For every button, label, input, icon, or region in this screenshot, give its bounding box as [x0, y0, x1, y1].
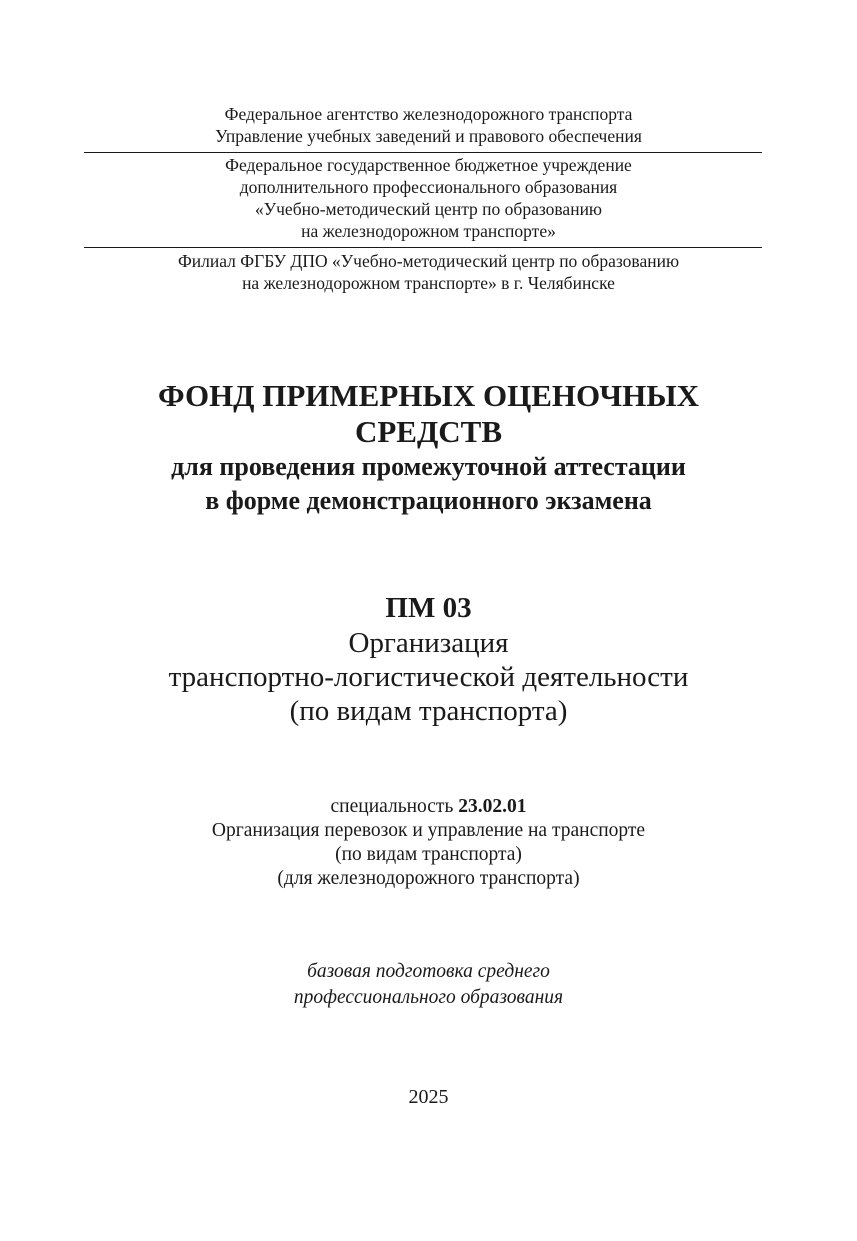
education-level [0, 959, 857, 1011]
branch-line: на железнодорожном транспорте» в г. Челябинске [242, 273, 615, 293]
specialty-label: специальность [330, 796, 459, 817]
agency-line: Управление учебных заведений и правового обеспечения [215, 126, 642, 146]
module-name-line: (по видам транспорта) [289, 695, 568, 727]
level-line: профессионального образования [293, 987, 564, 1008]
institution-line: на железнодорожном транспорте» [301, 221, 556, 241]
specialty-line: (для железнодорожного транспорта) [277, 868, 580, 889]
branch-line: Филиал ФГБУ ДПО «Учебно-методический центр по образованию [177, 251, 680, 271]
document-title [0, 378, 857, 518]
institution-line: Федеральное государственное бюджетное учреждение [225, 155, 632, 175]
agency-line: Федеральное агентство железнодорожного транспорта [224, 104, 633, 124]
module-name-line: транспортно-логистической деятельности [168, 661, 689, 693]
specialty-block [0, 795, 857, 891]
header-divider [84, 152, 762, 153]
institution-line: «Учебно-методический центр по образованию [254, 199, 603, 219]
title-sub-line: в форме демонстрационного экзамена [205, 486, 652, 515]
specialty-code: 23.02.01 [458, 796, 527, 817]
specialty-line: (по видам транспорта) [335, 844, 522, 865]
agency-block [0, 103, 857, 147]
title-main-line: СРЕДСТВ [354, 414, 503, 449]
title-main-line: ФОНД ПРИМЕРНЫХ ОЦЕНОЧНЫХ [157, 378, 700, 413]
institution-block [0, 154, 857, 242]
level-line: базовая подготовка среднего [307, 961, 550, 982]
specialty-line: Организация перевозок и управление на транспорте [211, 820, 646, 841]
module-block [0, 590, 857, 728]
specialty-heading [0, 795, 857, 819]
module-code: ПМ 03 [385, 592, 472, 624]
header-divider [84, 247, 762, 248]
publication-year: 2025 [408, 1086, 449, 1108]
institution-line: дополнительного профессионального образования [239, 177, 618, 197]
branch-block [0, 250, 857, 294]
title-sub-line: для проведения промежуточной аттестации [171, 452, 686, 481]
module-name-line: Организация [348, 627, 509, 659]
